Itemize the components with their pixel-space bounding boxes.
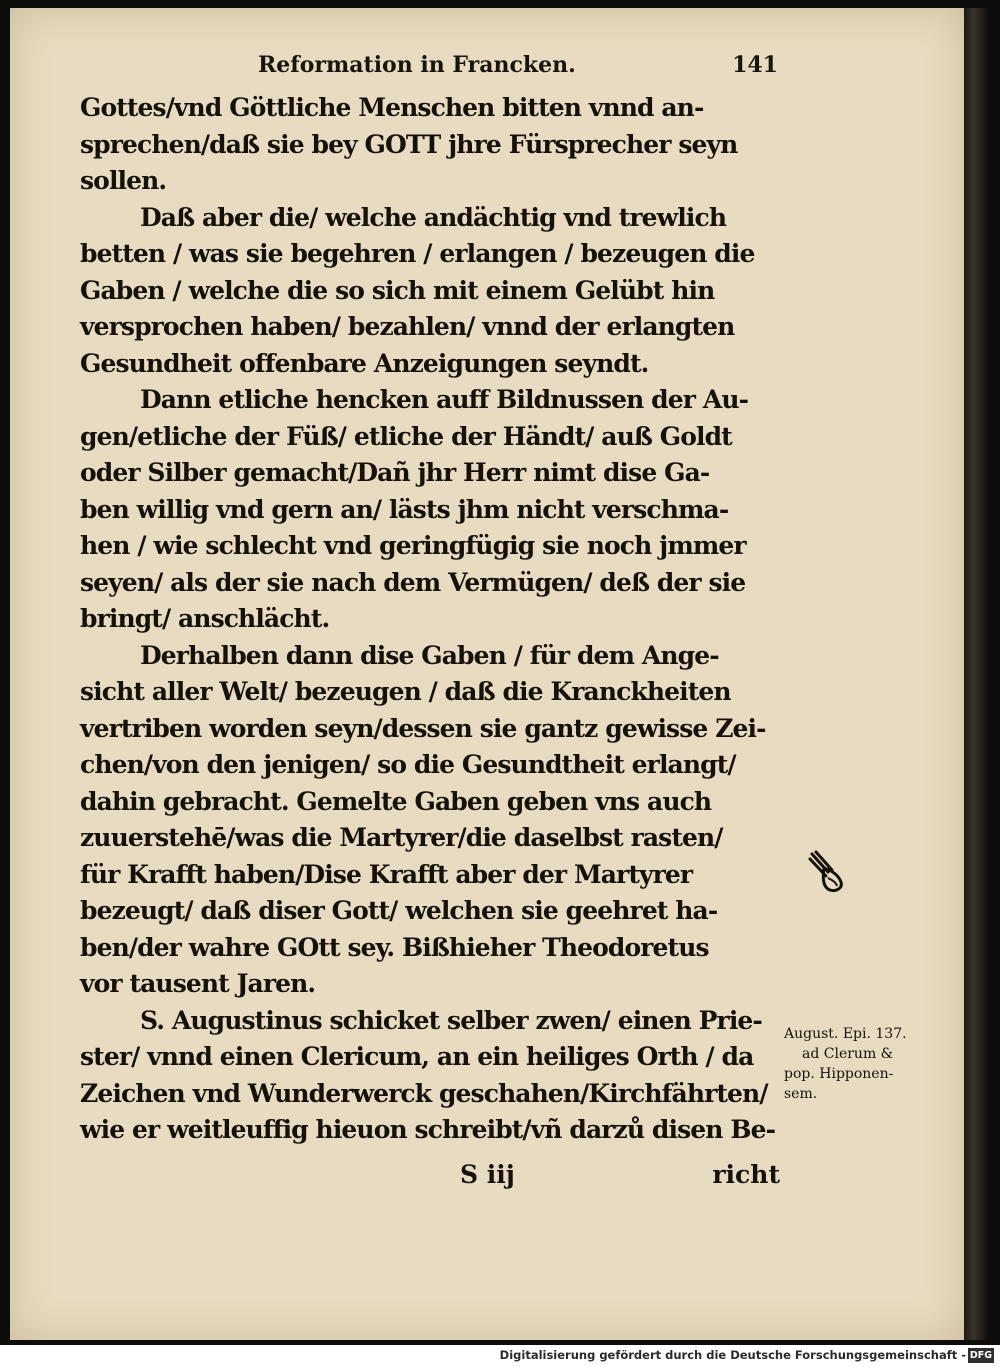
catchline <box>80 1160 780 1200</box>
marginal-line: pop. Hipponen- <box>784 1066 894 1082</box>
text-line: ster/ vnnd einen Clericum, an ein heiliges Orth / da <box>80 1042 754 1071</box>
signature-mark: S iij <box>460 1160 515 1189</box>
text-line: Daß aber die/ welche andächtig vnd trewlich <box>140 202 727 232</box>
text-line: wie er weitleuffig hieuon schreibt/vñ darzů disen Be- <box>80 1115 776 1144</box>
text-line: vertriben worden seyn/dessen sie gantz gewisse Zei- <box>80 713 766 743</box>
text-line: seyen/ als der sie nach dem Vermügen/ deß der sie <box>80 567 746 597</box>
marginal-line: ad Clerum & <box>802 1046 894 1062</box>
text-line: betten / was sie begehren / erlangen / bezeugen die <box>80 239 755 268</box>
text-line: S. Augustinus schicket selber zwen/ einen Prie- <box>140 1005 762 1035</box>
catchword: richt <box>712 1160 780 1189</box>
running-head: Reformation in Francken. <box>258 52 576 78</box>
text-line: hen / wie schlecht vnd geringfügig sie noch jmmer <box>80 531 746 560</box>
text-line: Gesundheit offenbare Anzeigungen seyndt. <box>80 348 649 378</box>
marginal-line: August. Epi. 137. <box>784 1026 907 1042</box>
dfg-logo: DFG <box>969 1350 993 1361</box>
text-line: oder Silber gemacht/Dañ jhr Herr nimt dise Ga- <box>80 458 710 487</box>
page-edge <box>964 8 988 1340</box>
text-line: sprechen/daß sie bey GOTT jhre Fürsprecher seyn <box>80 129 738 159</box>
text-line: sicht aller Welt/ bezeugen / daß die Kranckheiten <box>80 677 731 706</box>
text-line: vor tausent Jaren. <box>80 969 316 998</box>
text-line: bezeugt/ daß diser Gott/ welchen sie geehret ha- <box>80 896 718 925</box>
text-line: bringt/ anschlächt. <box>80 604 330 633</box>
text-line: Gaben / welche die so sich mit einem Gelübt hin <box>80 275 715 305</box>
text-line: versprochen haben/ bezahlen/ vnnd der erlangten <box>80 312 735 341</box>
page-header <box>258 52 778 92</box>
text-line: ben willig vnd gern an/ lästs jhm nicht verschma- <box>80 494 729 524</box>
text-line: Dann etliche hencken auff Bildnussen der Au- <box>140 385 749 414</box>
text-line: Zeichen vnd Wunderwerck geschahen/Kirchfährten/ <box>80 1078 768 1108</box>
pointing-hand-icon <box>808 850 846 894</box>
text-line: Derhalben dann dise Gaben / für dem Ange- <box>140 640 719 670</box>
text-line: dahin gebracht. Gemelte Gaben geben vns auch <box>80 786 712 816</box>
main-text-block <box>80 90 780 1149</box>
text-line: für Krafft haben/Dise Krafft aber der Martyrer <box>80 859 693 889</box>
text-line: chen/von den jenigen/ so die Gesundtheit erlangt/ <box>80 750 736 779</box>
text-line: Gottes/vnd Göttliche Menschen bitten vnnd an- <box>80 93 704 122</box>
text-line: sollen. <box>80 166 167 195</box>
footer-bar <box>0 1345 1000 1367</box>
funding-note: Digitalisierung gefördert durch die Deutsche Forschungsgemeinschaft - <box>499 1348 966 1362</box>
text-line: gen/etliche der Füß/ etliche der Händt/ auß Goldt <box>80 421 732 451</box>
page-number: 141 <box>732 52 778 78</box>
marginal-note <box>784 1024 934 1104</box>
marginal-line: sem. <box>784 1086 818 1102</box>
text-line: ben/der wahre GOtt sey. Bißhieher Theodoretus <box>80 932 709 962</box>
text-line: zuuerstehē/was die Martyrer/die daselbst rasten/ <box>80 823 723 852</box>
